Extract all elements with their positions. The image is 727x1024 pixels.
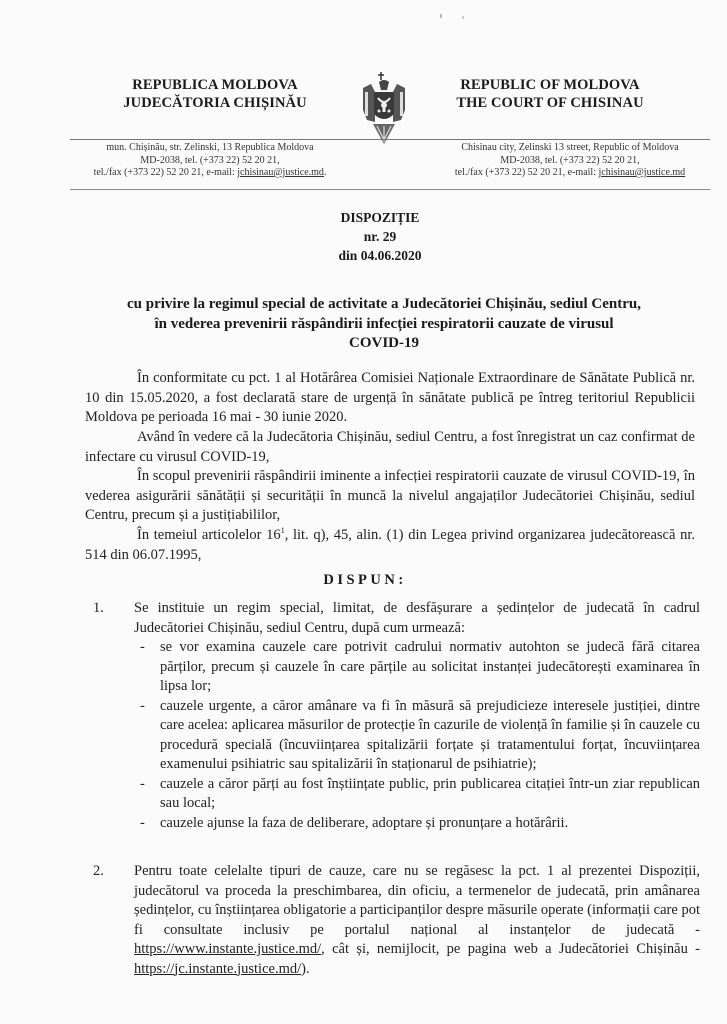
- bullet-item: [134, 814, 700, 834]
- superscript: 1: [280, 526, 285, 536]
- list-item-2: [85, 862, 700, 979]
- address-right-fax: tel./fax (+373 22) 52 20 21, e-mail:: [454, 167, 599, 178]
- header-country-en: REPUBLIC OF MOLDOVA: [460, 77, 640, 93]
- address-left-line2: MD-2038, tel. (+373 22) 52 20 21,: [140, 154, 280, 166]
- header-right: [420, 76, 680, 112]
- list-item-1: [85, 599, 700, 833]
- item-text-part: , cât și, nemijlocit, pe pagina web a Judecătoriei Chișinău -: [321, 941, 700, 957]
- bullet-item: [134, 697, 700, 775]
- header-divider-top: [70, 139, 710, 140]
- bullet-dash: -: [140, 639, 145, 655]
- coat-of-arms-icon: [359, 70, 409, 148]
- address-left-line1: mun. Chișinău, str. Zelinski, 13 Republica Moldova: [106, 142, 314, 153]
- document-title-block: [100, 208, 660, 265]
- bullet-item: [134, 638, 700, 697]
- subject-line-2: în vederea prevenirii răspândirii infecției respiratorii cauzate de virusul: [154, 315, 614, 332]
- header-divider-bottom: [70, 189, 710, 190]
- dispun-heading: DISPUN:: [323, 572, 407, 588]
- bullet-item: [134, 775, 700, 814]
- item-text: Se instituie un regim special, limitat, de desfășurare a ședințelor de judecată în cadrul Judecătoriei Chișinău, sediul Centru, după cum urmează:: [134, 600, 700, 636]
- email-link-left[interactable]: jchisinau@justice.md: [237, 167, 324, 178]
- bullet-list: [134, 638, 700, 833]
- header-left: [100, 76, 330, 112]
- bullet-dash: -: [140, 814, 145, 831]
- address-left-line3: [60, 167, 360, 180]
- address-right-line1: Chisinau city, Zelinski 13 street, Republic of Moldova: [461, 142, 679, 153]
- document-type: DISPOZIȚIE: [340, 210, 420, 225]
- preamble-paragraph-2: Având în vedere că la Judecătoria Chișinău, sediul Centru, a fost înregistrat un caz confirmat de infectare cu virusul COVID-19,: [85, 429, 695, 465]
- bullet-text: se vor examina cauzele care potrivit cadrului normativ autohton se judecă fără citarea părților, precum și cauzele în care părțile au solicitat instanței judecătorești examinarea în lipsa lor;: [160, 639, 700, 694]
- address-right-line2: MD-2038, tel. (+373 22) 52 20 21,: [500, 154, 640, 166]
- address-left-fax: tel./fax (+373 22) 52 20 21, e-mail:: [93, 167, 238, 178]
- document-number: nr. 29: [363, 229, 397, 244]
- item-text-part: Pentru toate celelalte tipuri de cauze, care nu se regăsesc la pct. 1 al prezentei Dispoziții, judecătorul va proceda la preschimbarea, din oficiu, a termenelor de judecată, prin amânarea ședințelor, cu înștiințarea obligatorie a participanților despre măsurile operate (informații care pot fi consultate inclusiv pe portalul național al instanțelor de judecată -: [134, 863, 700, 938]
- address-left: [60, 142, 360, 180]
- bullet-text: cauzele ajunse la faza de deliberare, adoptare și pronunțare a hotărârii.: [160, 814, 569, 831]
- header-country-ro: REPUBLICA MOLDOVA: [132, 77, 298, 93]
- bullet-dash: -: [140, 697, 145, 714]
- address-right-line3: [430, 167, 710, 180]
- address-right: [430, 142, 710, 180]
- header-court-ro: JUDECĂTORIA CHIȘINĂU: [123, 95, 307, 111]
- item-number: 1.: [93, 600, 104, 616]
- subject-line-1: cu privire la regimul special de activitate a Judecătoriei Chișinău, sediul Centru,: [127, 296, 641, 312]
- bullet-text: cauzele a căror părți au fost înștiințate public, prin publicarea citației într-un ziar republican sau local;: [160, 775, 700, 811]
- item-number: 2.: [93, 863, 104, 879]
- scan-speck: [440, 14, 442, 18]
- subject-line-3: COVID-19: [349, 335, 419, 351]
- header-court-en: THE COURT OF CHISINAU: [456, 95, 644, 111]
- preamble-paragraph-1: În conformitate cu pct. 1 al Hotărârea Comisiei Naționale Extraordinare de Sănătate Publică nr. 10 din 15.05.2020, a fost declarată stare de urgență în sănătate publică pe întreg teritoriul Republicii Moldova pe perioada 16 mai - 30 iunie 2020.: [85, 370, 695, 425]
- document-subject: [104, 295, 664, 354]
- preamble-paragraph-3: În scopul prevenirii răspândirii iminente a infecției respiratorii cauzate de virusul COVID-19, în vederea asigurării sănătății și securității în muncă la nivelul angajaților Judecătoriei Chișinău, sediul Centru, precum și a justițiabililor,: [85, 468, 695, 523]
- preamble-paragraph-4: [85, 526, 695, 565]
- item-text: [134, 862, 700, 979]
- document-date: din 04.06.2020: [338, 248, 422, 263]
- punctuation: .: [323, 167, 327, 178]
- email-link-right[interactable]: jchisinau@justice.md: [598, 167, 686, 178]
- bullet-dash: -: [140, 775, 145, 792]
- bullet-text: cauzele urgente, a căror amânare va fi în măsură să prejudicieze interesele justiției, dintre care acelea: aplicarea măsurilor de protecție în cazurile de violență în familie și în cauzele cu procedură specială (încuviințarea spitalizării forțate și tratamentului forțat, încuviințarea examenului psihiatric sau spitalizării în staționarul de psihiatrie);: [160, 697, 700, 772]
- scan-speck: [462, 16, 464, 19]
- preamble-p4-text: În temeiul articolelor 16: [137, 527, 281, 543]
- item-text-part: ).: [301, 960, 310, 977]
- portal-link[interactable]: https://www.instante.justice.md/: [134, 941, 322, 957]
- court-website-link[interactable]: https://jc.instante.justice.md/: [134, 960, 302, 977]
- preamble-p4-text-cont: , lit. q), 45, alin. (1) din Legea privind organizarea judecătorească nr. 514 din 06.07.1995,: [85, 527, 695, 563]
